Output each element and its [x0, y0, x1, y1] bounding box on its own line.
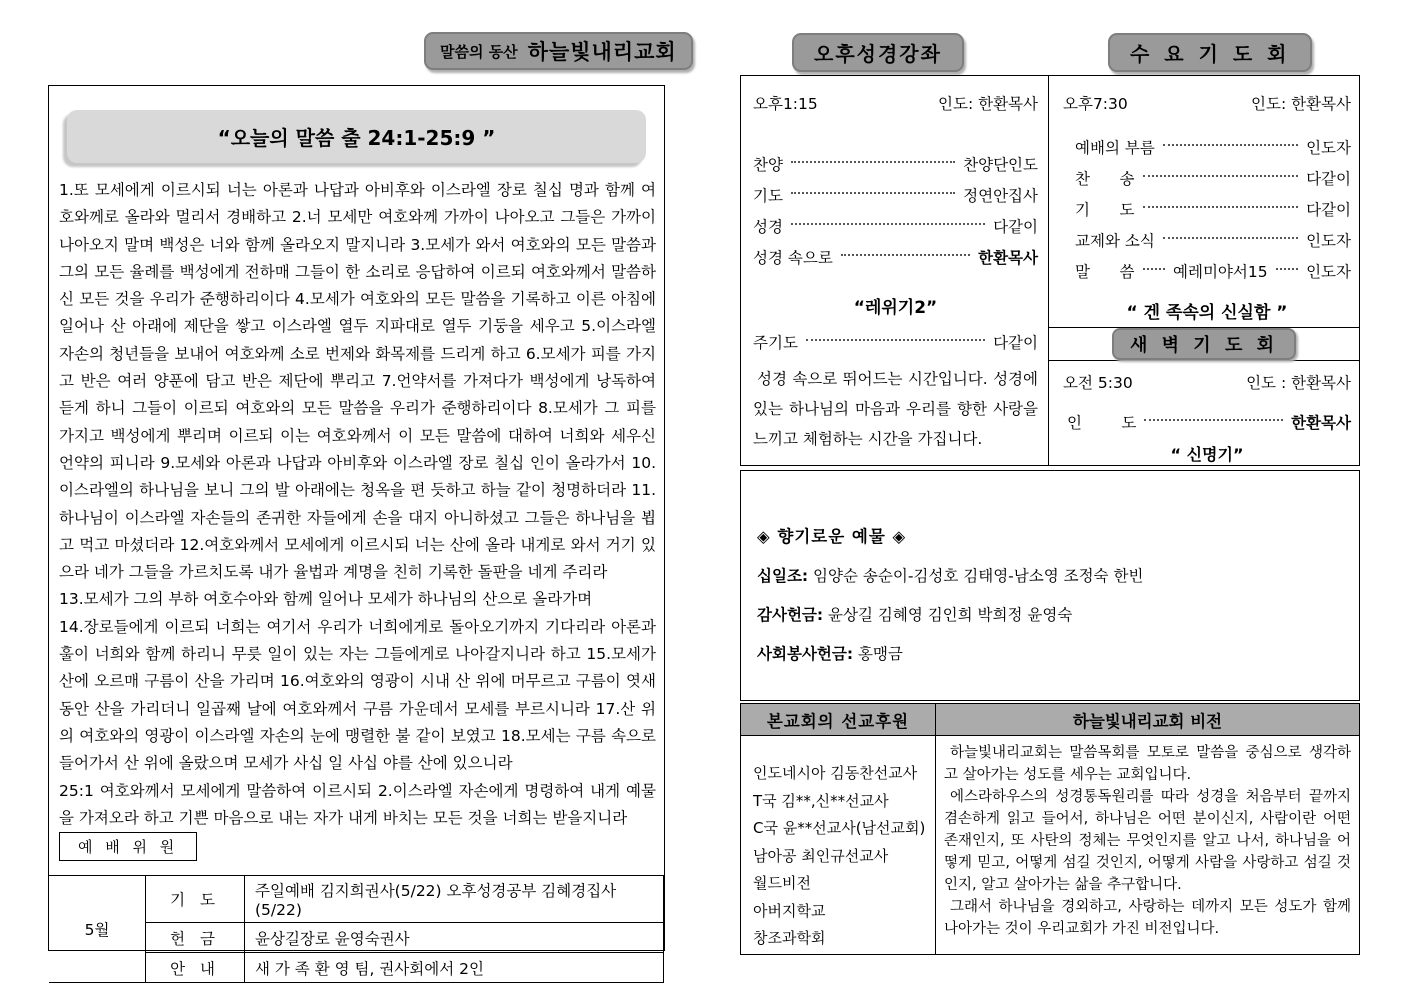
vision-paragraph: 하늘빛내리교회는 말씀목회를 모토로 말씀을 중심으로 생각하고 살아가는 성도를 세우는 교회입니다. [944, 745, 1351, 783]
program-label: 주기도 [753, 334, 798, 352]
list-item: 남아공 최인규선교사 [753, 846, 889, 865]
committee-month-cell: 5월 [49, 876, 146, 983]
program-item [1075, 198, 1351, 220]
committee-role-cell: 안 내 [146, 953, 245, 983]
dotted-leader [791, 192, 955, 194]
offering-names: 윤상길 김혜영 김인희 박희정 윤영숙 [823, 606, 1073, 624]
lords-prayer-item [753, 331, 1038, 353]
program-label: 교제와 소식 [1075, 232, 1155, 250]
afternoon-description: 성경 속으로 뛰어드는 시간입니다. 성경에 있는 하나님의 마음과 우리를 향한 사랑을 느끼고 체험하는 시간을 가집니다. [753, 370, 1038, 448]
mission-vision-header-row [741, 704, 1359, 736]
program-value: 정연안집사 [963, 187, 1038, 205]
left-page-frame [48, 85, 665, 978]
offering-names: 임양순 송순이-김성호 김태영-남소영 조정숙 한빈 [808, 567, 1144, 585]
program-label: 찬 송 [1075, 170, 1135, 188]
program-value: 인도자 [1306, 139, 1351, 157]
service-time: 오전 5:30 [1063, 374, 1133, 392]
mission-list [741, 736, 936, 954]
todays-word-title: “오늘의 말씀 출 24:1-25:9 ” [67, 110, 646, 163]
dotted-leader [806, 339, 985, 341]
church-name-text: 하늘빛내리교회 [527, 40, 677, 64]
dotted-leader [791, 223, 985, 225]
wednesday-dawn-column [1049, 76, 1359, 465]
dawn-time-row [1063, 371, 1351, 393]
church-motto-text: 말씀의 동산 [440, 42, 518, 61]
list-item: 아버지학교 [753, 901, 826, 920]
dawn-theme-title: “ 신명기” [1170, 445, 1244, 464]
service-programs-table [740, 75, 1360, 466]
sermon-item [1075, 260, 1351, 282]
scripture-paragraph: 1.또 모세에게 이르시되 너는 아론과 나답과 아비후와 이스라엘 장로 칠십 명과 함께 여호와께로 올라와 멀리서 경배하고 2.너 모세만 여호와께 가까이 나아오고 그들은 가까이 나아오지 말며 백성은 너와 함께 올라오지 말지니라 3.모세가 와서 여호와의 모든 말씀과 그의 모든 율례를 백성에게 전하매 그들이 한 소리로 응답하여 이르되 여호와께서 말씀하신 모든 것을 우리가 준행하리이다 4.모세가 여호와의 모든 말씀을 기록하고 이른 아침에 일어나 산 아래에 제단을 쌓고 이스라엘 열두 지파대로 열두 기둥을 세우고 5.이스라엘 자손의 청년들을 보내어 여호와께 소로 번제와 화목제를 드리게 하고 6.모세가 피를 가지고 반은 여러 양푼에 담고 반은 제단에 뿌리고 7.언약서를 가져다가 백성에게 낭독하여 듣게 하니 그들이 이르되 여호와의 모든 말씀을 우리가 준행하리이다 8.모세가 그 피를 가지고 백성에게 뿌리며 이르되 이는 여호와께서 이 모든 말씀에 대하여 너희와 세우신 언약의 피니라 9.모세와 아론과 나답과 아비후와 이스라엘 장로 칠십 인이 올라가서 10.이스라엘의 하나님을 보니 그의 발 아래에는 청옥을 편 듯하고 하늘 같이 청명하더라 11.하나님이 이스라엘 자손들의 존귀한 자들에게 손을 대지 아니하셨고 그들은 하나님을 뵙고 먹고 마셨더라 12.여호와께서 모세에게 이르시되 너는 산에 올라 내게로 와서 거기 있으라 네가 그들을 가르치도록 내가 율법과 계명을 친히 기록한 돌판을 네게 주리라 [59, 181, 656, 582]
table-row [49, 876, 664, 923]
program-value: 다같이 [1306, 201, 1351, 219]
program-label: 말 씀 [1075, 263, 1135, 281]
offering-row [757, 564, 1345, 586]
vision-paragraph: 에스라하우스의 성경통독원리를 따라 성경을 처음부터 끝까지 겸손하게 읽고 들어서, 하나님은 어떤 분이신지, 사람이란 어떤 존재인지, 또 사탄의 정체는 무엇인지를 알고 나서, 하나님을 어떻게 믿고, 어떻게 섬길 것인지, 어떻게 사람을 사랑하고 섬길 것인지, 알고 살아가는 삶을 추구합니다. [944, 789, 1351, 893]
program-label: 성경 [753, 218, 783, 236]
program-label: 기 도 [1075, 201, 1135, 219]
program-label: 기도 [753, 187, 783, 205]
program-item [1075, 229, 1351, 251]
wednesday-program-items [1063, 136, 1351, 282]
worship-committee-table [49, 875, 664, 983]
dotted-leader [1276, 268, 1298, 270]
dotted-leader [841, 254, 970, 256]
program-value: 인도자 [1306, 263, 1351, 281]
scripture-text-block [49, 169, 664, 832]
dotted-leader [1144, 419, 1283, 421]
program-value: 한환목사 [978, 249, 1038, 267]
dotted-leader [791, 161, 955, 163]
afternoon-time-row [753, 92, 1038, 114]
program-value: 한환목사 [1291, 414, 1351, 432]
mission-vision-body [741, 736, 1359, 954]
program-label: 찬양 [753, 156, 783, 174]
service-time: 오후7:30 [1063, 95, 1128, 113]
wednesday-section [1049, 76, 1359, 327]
offering-label: 감사헌금: [757, 606, 824, 624]
dawn-prayer-band [1049, 327, 1359, 361]
scripture-paragraph: 25:1 여호와께서 모세에게 말씀하여 이르시되 2.이스라엘 자손에게 명령하여 내게 예물을 가져오라 하고 기쁜 마음으로 내는 자가 내게 바치는 모든 것을 너희는 받을지니라 [59, 781, 656, 827]
dawn-prayer-badge: 새 벽 기 도 회 [1112, 328, 1296, 360]
wednesday-time-row [1063, 92, 1351, 114]
scripture-paragraph: 13.모세가 그의 부하 여호수아와 함께 일어나 모세가 하나님의 산으로 올라가며 [59, 590, 593, 609]
program-value: 찬양단인도 [963, 156, 1038, 174]
dotted-leader [1143, 206, 1299, 208]
worship-committee-label: 예 배 위 원 [59, 832, 197, 861]
program-item [753, 184, 1038, 206]
program-label: 성경 속으로 [753, 249, 833, 267]
offerings-title: ◈ 향기로운 예물 ◈ [757, 527, 907, 546]
program-label: 예배의 부름 [1075, 139, 1155, 157]
committee-value-cell: 주일예배 김지희권사(5/22) 오후성경공부 김혜경집사(5/22) [245, 876, 664, 923]
dawn-prayer-section [1049, 361, 1359, 469]
offering-row [757, 642, 1345, 664]
committee-role-cell: 기 도 [146, 876, 245, 923]
list-item: T국 김**,신**선교사 [753, 791, 889, 810]
program-item [753, 215, 1038, 237]
afternoon-lecture-badge: 오후성경강좌 [792, 33, 964, 72]
program-item [753, 153, 1038, 175]
offering-names: 홍맹금 [853, 645, 903, 663]
list-item: 창조과학회 [753, 929, 826, 947]
vision-text-block [936, 736, 1359, 954]
dotted-leader [1143, 175, 1299, 177]
dotted-leader [1163, 144, 1298, 146]
dotted-leader [1143, 268, 1165, 270]
program-value: 다같이 [993, 218, 1038, 236]
afternoon-theme-title: “레위기2” [853, 298, 938, 318]
list-item: C국 윤**선교사(남선교회) [753, 819, 926, 837]
mission-vision-table [740, 703, 1360, 955]
dawn-program-item [1063, 411, 1351, 433]
program-value: 인도자 [1306, 232, 1351, 250]
program-value: 다같이 [1306, 170, 1351, 188]
vision-header-cell: 하늘빛내리교회 비전 [1072, 711, 1223, 731]
wednesday-prayer-badge: 수 요 기 도 회 [1108, 33, 1312, 72]
service-leader: 인도: 한환목사 [1251, 95, 1351, 113]
program-item [1075, 167, 1351, 189]
committee-role-cell: 헌 금 [146, 923, 245, 953]
sermon-passage: 예레미야서15 [1173, 263, 1268, 281]
offering-label: 사회봉사헌금: [757, 645, 854, 663]
service-time: 오후1:15 [753, 95, 818, 113]
program-label: 인 도 [1067, 414, 1137, 432]
dotted-leader [1163, 237, 1298, 239]
offerings-box [740, 470, 1360, 701]
committee-value-cell: 새 가 족 환 영 팀, 권사회에서 2인 [245, 953, 664, 983]
afternoon-lecture-column [741, 76, 1049, 465]
program-value: 다같이 [993, 334, 1038, 352]
list-item: 인도네시아 김동찬선교사 [753, 764, 918, 782]
offering-row [757, 603, 1345, 625]
service-leader: 인도 : 한환목사 [1246, 374, 1351, 392]
wednesday-theme-title: “ 겐 족속의 신실함 ” [1126, 303, 1288, 323]
program-item [1075, 136, 1351, 158]
program-item [753, 246, 1038, 268]
afternoon-program-items [753, 144, 1038, 277]
scripture-paragraph: 14.장로들에게 이르되 너희는 여기서 우리가 너희에게로 돌아오기까지 기다리라 아론과 훌이 너희와 함께 하리니 무릇 일이 있는 자는 그들에게로 나아갈지니라 하고 15.모세가 산에 오르매 구름이 산을 가리며 16.여호와의 영광이 시내 산 위에 머무르고 구름이 엿새 동안 산을 가리더니 일곱째 날에 여호와께서 구름 가운데서 모세를 부르시니라 17.산 위의 여호와의 영광이 이스라엘 자손의 눈에 맹렬한 불 같이 보였고 18.모세는 구름 속으로 들어가서 산 위에 올랐으며 모세가 사십 일 사십 야를 산에 있으니라 [59, 617, 656, 773]
offering-label: 십일조: [757, 567, 809, 585]
list-item: 월드비전 [753, 874, 811, 892]
vision-paragraph: 그래서 하나님을 경외하고, 사랑하는 데까지 모든 성도가 함께 나아가는 것이 우리교회가 가진 비전입니다. [944, 899, 1351, 937]
church-header-badge [424, 32, 693, 70]
mission-header-cell: 본교회의 선교후원 [741, 704, 936, 735]
committee-value-cell: 윤상길장로 윤영숙권사 [245, 923, 664, 953]
service-leader: 인도: 한환목사 [938, 95, 1038, 113]
